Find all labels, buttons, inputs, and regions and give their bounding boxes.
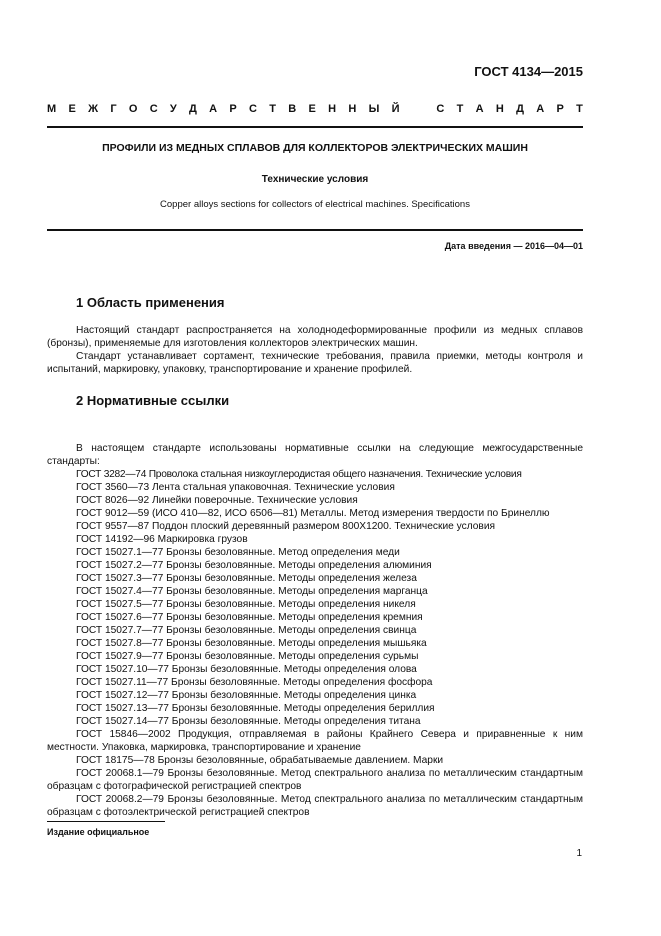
standard-type-letter: Т (576, 103, 583, 115)
standard-type-letter: Р (229, 103, 237, 115)
reference-item: ГОСТ 15027.13—77 Бронзы безоловянные. Методы определения бериллия (76, 703, 435, 714)
standard-type-letter: Е (308, 103, 316, 115)
standard-type-letter: Н (328, 103, 337, 115)
standard-type-letter: Р (556, 103, 564, 115)
standard-type-letter: А (536, 103, 545, 115)
standard-type-letter: Н (348, 103, 357, 115)
paragraph: Настоящий стандарт распространяется на холоднодеформированные профили из медных сплавов (бронзы), применяемые для изготовления коллекторов электрических машин. (47, 325, 583, 349)
reference-item: ГОСТ 15027.4—77 Бронзы безоловянные. Методы определения марганца (76, 586, 428, 597)
standard-type-letter: М (47, 103, 57, 115)
section-1-heading: 1 Область применения (76, 295, 225, 310)
footer-divider (47, 821, 165, 822)
section-2-body (47, 442, 583, 819)
reference-item: ГОСТ 15027.9—77 Бронзы безоловянные. Методы определения сурьмы (76, 651, 419, 662)
reference-item: ГОСТ 15027.11—77 Бронзы безоловянные. Методы определения фосфора (76, 677, 433, 688)
standard-type-letter: У (169, 103, 177, 115)
standard-type-letter: Ы (368, 103, 380, 115)
page-number: 1 (576, 848, 582, 859)
standard-type-letter: Д (189, 103, 197, 115)
section-2-heading: 2 Нормативные ссылки (76, 393, 230, 408)
standard-type-letter: Т (456, 103, 464, 115)
reference-item: ГОСТ 20068.2—79 Бронзы безоловянные. Метод спектрального анализа по металлическим стандартным образцам с фотоэлектрической регистрацией спектров (47, 794, 583, 818)
reference-item: ГОСТ 9557—87 Поддон плоский деревянный размером 800Х1200. Технические условия (76, 521, 496, 532)
document-subtitle: Технические условия (261, 174, 369, 185)
reference-item: ГОСТ 15027.5—77 Бронзы безоловянные. Методы определения никеля (76, 599, 416, 610)
reference-item: ГОСТ 14192—96 Маркировка грузов (76, 534, 248, 545)
standard-type-letter: С (436, 103, 445, 115)
paragraph: В настоящем стандарте использованы нормативные ссылки на следующие межгосударственные стандарты: (47, 443, 583, 467)
gost-number: ГОСТ 4134—2015 (474, 64, 583, 79)
standard-type-letter: С (149, 103, 158, 115)
reference-item: ГОСТ 15027.1—77 Бронзы безоловянные. Метод определения меди (76, 547, 400, 558)
standard-type-letter: А (475, 103, 484, 115)
standard-type-letter: Е (68, 103, 76, 115)
document-title: ПРОФИЛИ ИЗ МЕДНЫХ СПЛАВОВ ДЛЯ КОЛЛЕКТОРОВ ЭЛЕКТРИЧЕСКИХ МАШИН (102, 142, 528, 154)
reference-item: ГОСТ 8026—92 Линейки поверочные. Технические условия (76, 495, 358, 506)
official-edition-label: Издание официальное (47, 827, 150, 837)
reference-item: ГОСТ 18175—78 Бронзы безоловянные, обрабатываемые давлением. Марки (76, 755, 444, 766)
title-divider (47, 229, 583, 231)
effective-date: Дата введения — 2016—04—01 (444, 241, 583, 251)
standard-type-letter: А (209, 103, 218, 115)
reference-item: ГОСТ 15027.8—77 Бронзы безоловянные. Методы определения мышьяка (76, 638, 427, 649)
standard-type-heading (47, 103, 583, 115)
section-1-body (47, 324, 583, 376)
standard-type-letter: Т (269, 103, 276, 115)
reference-item: ГОСТ 15027.3—77 Бронзы безоловянные. Методы определения железа (76, 573, 417, 584)
reference-item: ГОСТ 15027.10—77 Бронзы безоловянные. Методы определения олова (76, 664, 417, 675)
standard-type-letter: В (288, 103, 297, 115)
standard-type-letter: Г (110, 103, 117, 115)
reference-item: ГОСТ 15846—2002 Продукция, отправляемая в районы Крайнего Севера и приравненные к ним местности. Упаковка, маркировка, транспортирование и хранение (47, 729, 583, 753)
standard-type-letter: Ж (88, 103, 99, 115)
reference-item: ГОСТ 15027.6—77 Бронзы безоловянные. Методы определения кремния (76, 612, 423, 623)
reference-item: ГОСТ 15027.2—77 Бронзы безоловянные. Методы определения алюминия (76, 560, 432, 571)
standard-type-letter: Д (516, 103, 524, 115)
reference-item: ГОСТ 15027.14—77 Бронзы безоловянные. Методы определения титана (76, 716, 421, 727)
paragraph: Стандарт устанавливает сортамент, технические требования, правила приемки, методы контроля и испытаний, маркировку, упаковку, транспортирование и хранение профилей. (47, 351, 583, 375)
reference-item: ГОСТ 3282—74 Проволока стальная низкоуглеродистая общего назначения. Технические условия (76, 469, 522, 480)
reference-item: ГОСТ 15027.12—77 Бронзы безоловянные. Методы определения цинка (76, 690, 417, 701)
standard-type-letter: Й (391, 103, 400, 115)
standard-type-letter: Н (495, 103, 504, 115)
top-divider (47, 126, 583, 128)
reference-item: ГОСТ 3560—73 Лента стальная упаковочная. Технические условия (76, 482, 395, 493)
standard-type-letter: С (249, 103, 257, 115)
standard-type-letter: О (128, 103, 138, 115)
reference-item: ГОСТ 20068.1—79 Бронзы безоловянные. Метод спектрального анализа по металлическим стандартным образцам с фотографической регистрацией спектров (47, 768, 583, 792)
english-title: Copper alloys sections for collectors of electrical machines. Specifications (160, 199, 470, 210)
reference-item: ГОСТ 9012—59 (ИСО 410—82, ИСО 6506—81) Металлы. Метод измерения твердости по Бринеллю (76, 508, 550, 519)
reference-item: ГОСТ 15027.7—77 Бронзы безоловянные. Методы определения свинца (76, 625, 417, 636)
